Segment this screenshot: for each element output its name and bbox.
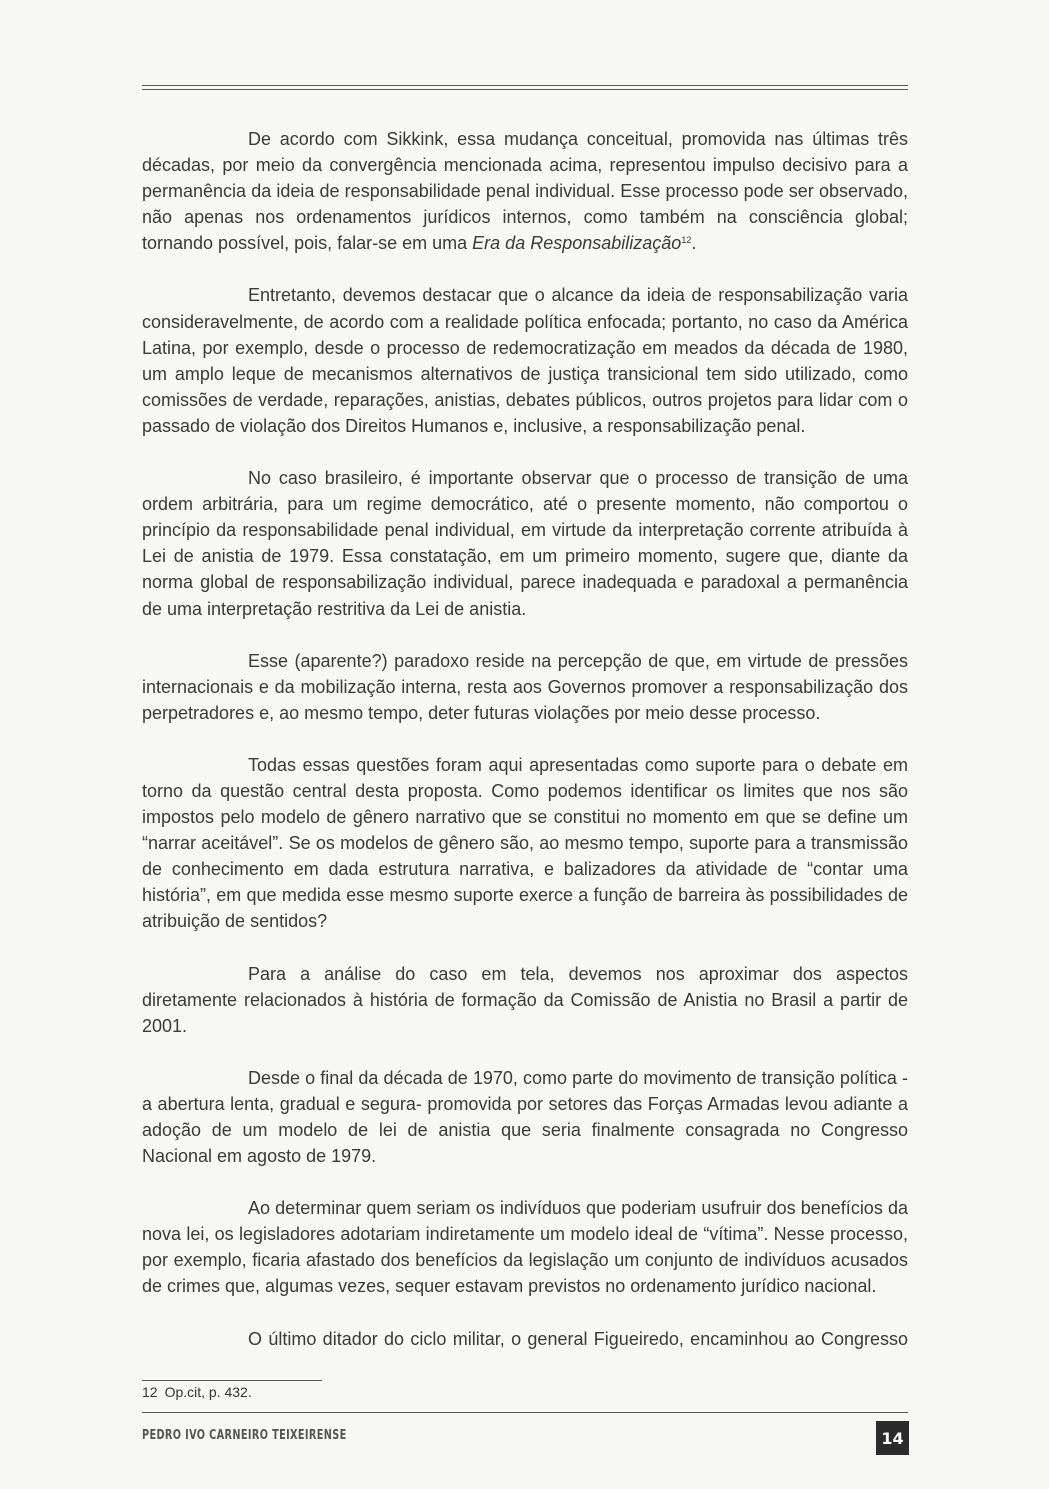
paragraph-6: Para a análise do caso em tela, devemos nos aproximar dos aspectos diretamente relacionados à história de formação da Comissão de Anistia no Brasil a partir de 2001.	[142, 963, 908, 1036]
paragraph-3: No caso brasileiro, é importante observar que o processo de transição de uma ordem arbitrária, para um regime democrático, até o presente momento, não comportou o princípio da responsabilidade penal individual, em virtude da interpretação corrente atribuída à Lei de anistia de 1979. Essa constatação, em um primeiro momento, sugere que, diante da norma global de responsabilização individual, parece inadequada e paradoxal a permanência de uma interpretação restritiva da Lei de anistia.	[142, 468, 908, 619]
footer-author: PEDRO IVO CARNEIRO TEIXEIRENSE	[142, 1427, 347, 1443]
footnote-reference: 12	[681, 235, 692, 246]
body-text	[142, 126, 908, 1378]
header-rule	[142, 85, 908, 86]
footnote-number: 12	[142, 1384, 158, 1400]
paragraph-text-end: .	[691, 233, 697, 254]
footer-rule	[142, 1412, 908, 1413]
paragraph-text: De acordo com Sikkink, essa mudança conceitual, promovida nas últimas três décadas, por meio da convergência mencionada acima, representou impulso decisivo para a permanência da ideia de responsabilidade penal individual. Esse processo pode ser observado, não apenas nos ordenamentos jurídicos internos, como também na consciência global; tornando possível, pois, falar-se em uma	[142, 129, 908, 254]
page-number-badge: 14	[876, 1421, 909, 1455]
paragraph-8: Ao determinar quem seriam os indivíduos que poderiam usufruir dos benefícios da nova lei, os legisladores adotariam indiretamente um modelo ideal de “vítima”. Nesse processo, por exemplo, ficaria afastado dos benefícios da legislação um conjunto de indivíduos acusados de crimes que, algumas vezes, sequer estavam previstos no ordenamento jurídico nacional.	[142, 1198, 908, 1297]
footnote	[142, 1384, 252, 1400]
paragraph-9: O último ditador do ciclo militar, o general Figueiredo, encaminhou ao Congresso	[248, 1328, 908, 1349]
paragraph-5: Todas essas questões foram aqui apresentadas como suporte para o debate em torno da questão central desta proposta. Como podemos identificar os limites que nos são impostos pelo modelo de gênero narrativo que se constitui no momento em que se define um “narrar aceitável”. Se os modelos de gênero são, ao mesmo tempo, suporte para a transmissão de conhecimento em dada estrutura narrativa, e balizadores da atividade de “contar uma história”, em que medida esse mesmo suporte exerce a função de barreira às possibilidades de atribuição de sentidos?	[142, 754, 908, 932]
paragraph-7: Desde o final da década de 1970, como parte do movimento de transição política - a abertura lenta, gradual e segura- promovida por setores das Forças Armadas levou adiante a adoção de um modelo de lei de anistia que seria finalmente consagrada no Congresso Nacional em agosto de 1979.	[142, 1067, 908, 1167]
italic-term: Era da Responsabilização	[472, 233, 682, 254]
paragraph-4: Esse (aparente?) paradoxo reside na percepção de que, em virtude de pressões internacionais e da mobilização interna, resta aos Governos promover a responsabilização dos perpetradores e, ao mesmo tempo, deter futuras violações por meio desse processo.	[142, 650, 908, 723]
footnote-text: Op.cit, p. 432.	[164, 1384, 252, 1400]
paragraph-1	[142, 126, 908, 256]
footnote-separator	[142, 1380, 322, 1381]
paragraph-2: Entretanto, devemos destacar que o alcance da ideia de responsabilização varia consideravelmente, de acordo com a realidade política enfocada; portanto, no caso da América Latina, por exemplo, desde o processo de redemocratização em meados da década de 1980, um amplo leque de mecanismos alternativos de justiça transicional tem sido utilizado, como comissões de verdade, reparações, anistias, debates públicos, outros projetos para lidar com o passado de violação dos Direitos Humanos e, inclusive, a responsabilização penal.	[142, 285, 908, 436]
header-rule-double	[142, 89, 908, 90]
